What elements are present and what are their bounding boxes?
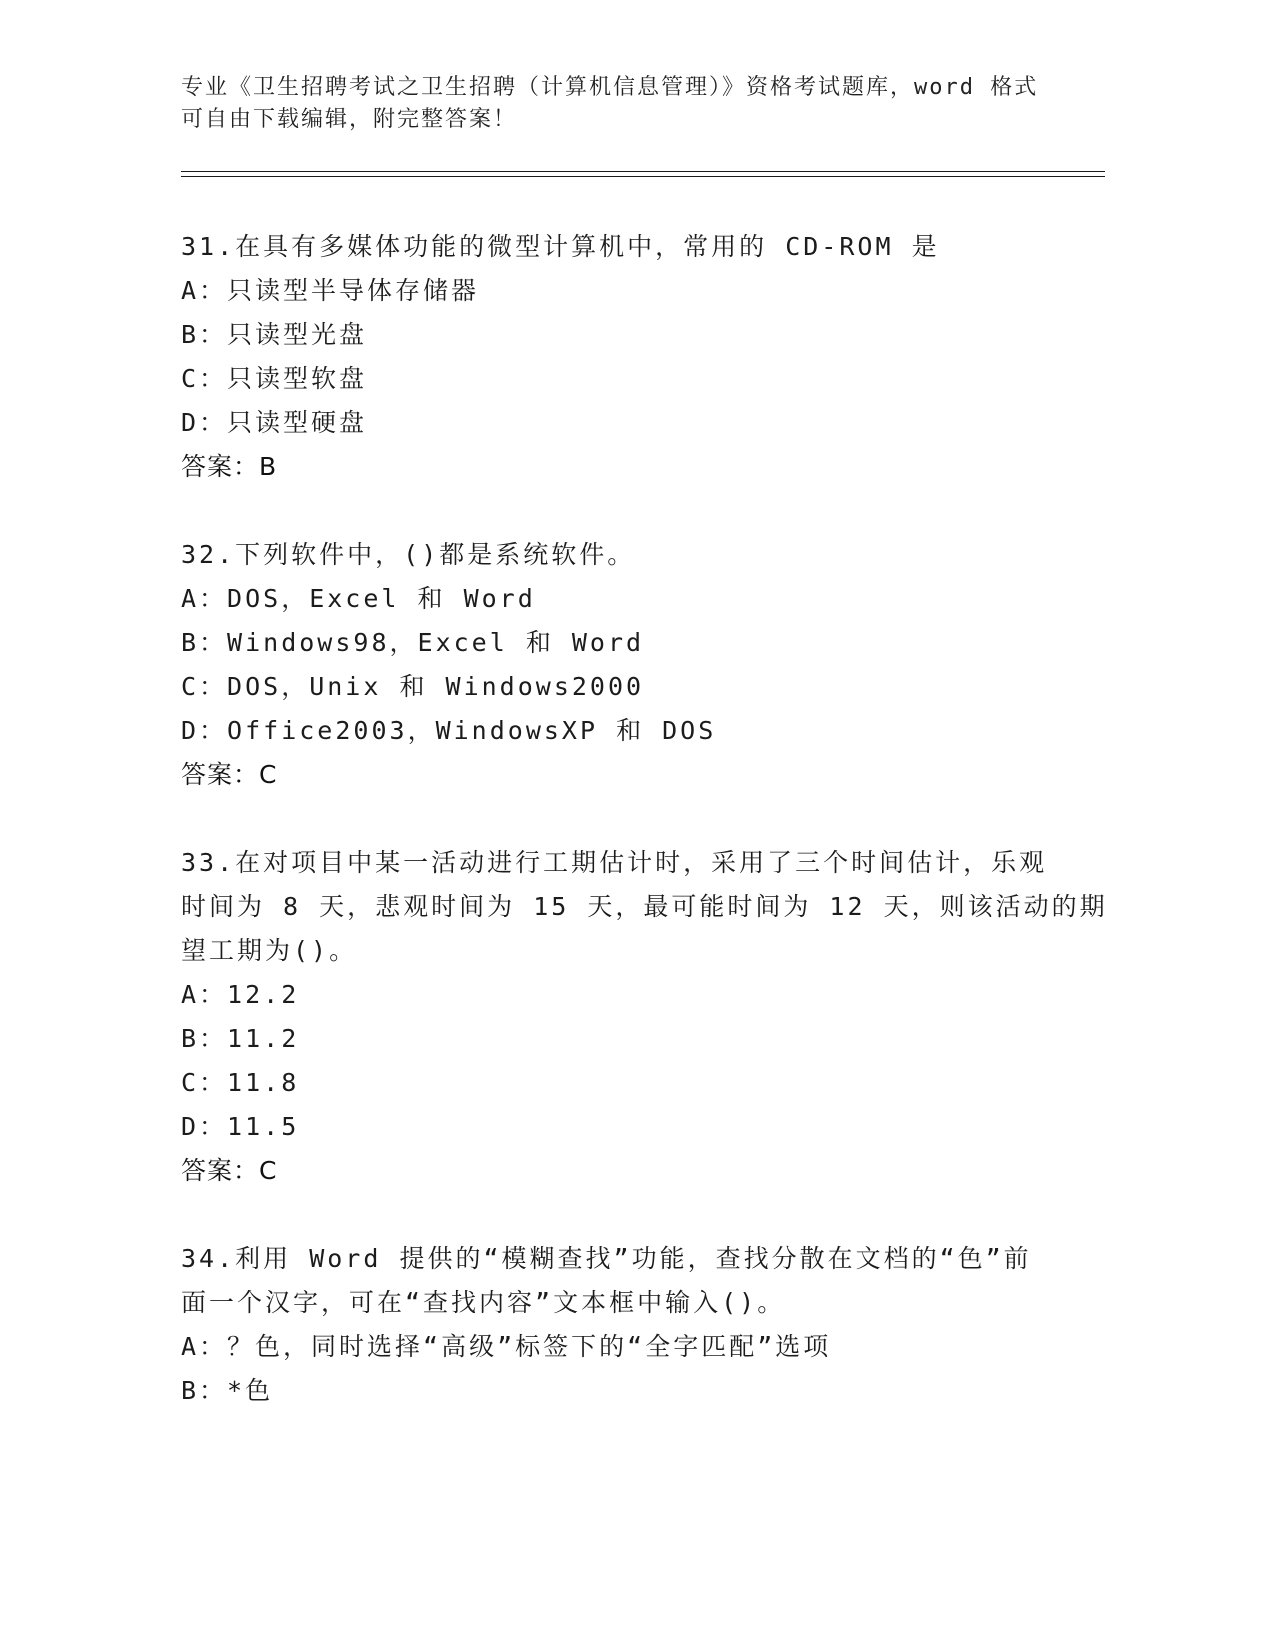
question-32 bbox=[181, 533, 1081, 797]
question-list bbox=[181, 225, 1108, 1457]
option-a: A：12.2 bbox=[181, 980, 300, 1009]
option-a: A：DOS，Excel 和 Word bbox=[181, 584, 536, 613]
header-line-2: 可自由下载编辑，附完整答案！ bbox=[181, 107, 518, 132]
header-line-1: 专业《卫生招聘考试之卫生招聘（计算机信息管理）》资格考试题库，word 格式 bbox=[181, 75, 1039, 100]
question-text-cont: 面一个汉字，可在“查找内容”文本框中输入()。 bbox=[181, 1288, 786, 1317]
answer-line: 答案：B bbox=[181, 452, 278, 481]
question-text-cont: 时间为 8 天，悲观时间为 15 天，最可能时间为 12 天，则该活动的期 bbox=[181, 892, 1108, 921]
header-divider-top bbox=[181, 171, 1105, 172]
question-text: 33.在对项目中某一活动进行工期估计时，采用了三个时间估计，乐观 bbox=[181, 848, 1048, 877]
option-c: C：只读型软盘 bbox=[181, 364, 368, 393]
option-a: A：？色，同时选择“高级”标签下的“全字匹配”选项 bbox=[181, 1332, 832, 1361]
option-d: D：Office2003，WindowsXP 和 DOS bbox=[181, 716, 717, 745]
question-31 bbox=[181, 225, 1081, 489]
option-b: B：11.2 bbox=[181, 1024, 300, 1053]
document-header bbox=[181, 72, 1041, 136]
option-c: C：11.8 bbox=[181, 1068, 300, 1097]
question-text-cont: 望工期为()。 bbox=[181, 936, 358, 965]
question-34 bbox=[181, 1237, 1081, 1413]
option-b: B：*色 bbox=[181, 1376, 274, 1405]
option-d: D：只读型硬盘 bbox=[181, 408, 368, 437]
option-b: B：只读型光盘 bbox=[181, 320, 368, 349]
option-b: B：Windows98，Excel 和 Word bbox=[181, 628, 645, 657]
answer-line: 答案：C bbox=[181, 1156, 278, 1185]
option-d: D：11.5 bbox=[181, 1112, 300, 1141]
question-text: 34.利用 Word 提供的“模糊查找”功能，查找分散在文档的“色”前 bbox=[181, 1244, 1032, 1273]
question-text: 31.在具有多媒体功能的微型计算机中，常用的 CD-ROM 是 bbox=[181, 232, 940, 261]
header-divider-bottom bbox=[181, 176, 1105, 177]
question-text: 32.下列软件中，()都是系统软件。 bbox=[181, 540, 636, 569]
option-a: A：只读型半导体存储器 bbox=[181, 276, 480, 305]
option-c: C：DOS，Unix 和 Windows2000 bbox=[181, 672, 645, 701]
answer-line: 答案：C bbox=[181, 760, 278, 789]
question-33 bbox=[181, 841, 1108, 1193]
